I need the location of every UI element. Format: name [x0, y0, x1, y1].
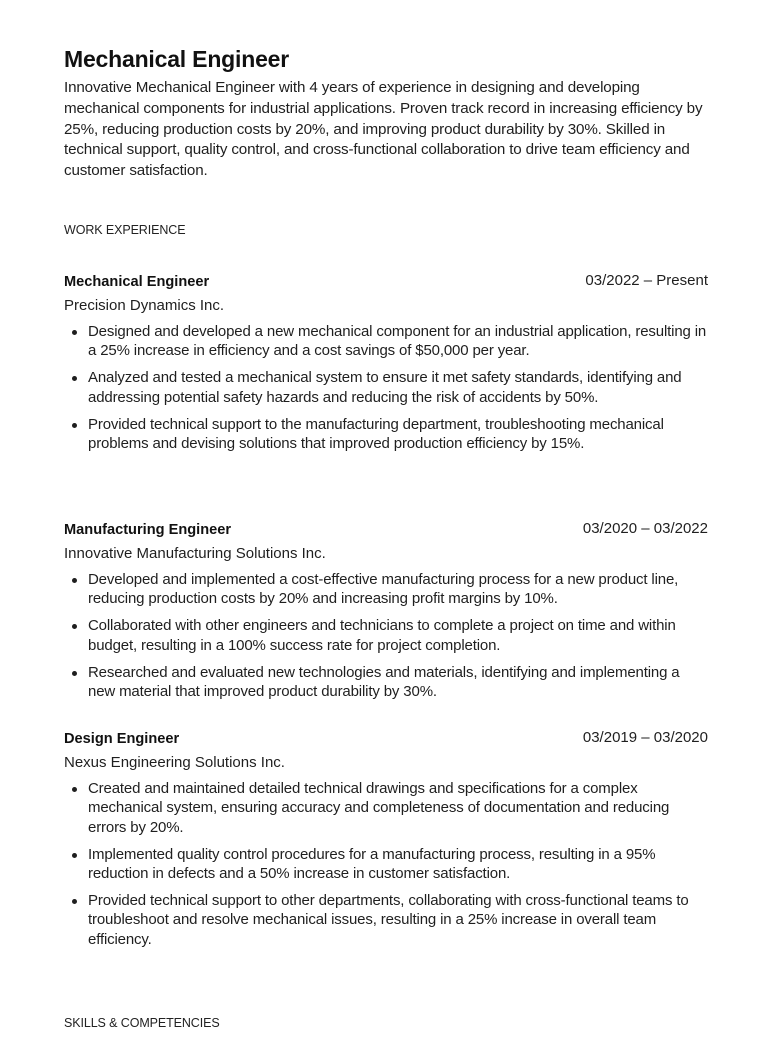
bullet-item: Researched and evaluated new technologies and materials, identifying and implementing a new material that improved product durability by 30%. [64, 663, 708, 702]
company-name: Nexus Engineering Solutions Inc. [64, 754, 285, 771]
job-entry [64, 272, 708, 461]
job-title: Design Engineer [64, 731, 180, 747]
job-title: Mechanical Engineer [64, 274, 210, 290]
company-name: Innovative Manufacturing Solutions Inc. [64, 545, 326, 562]
job-dates: 03/2022 – Present [585, 272, 708, 289]
bullet-item: Provided technical support to the manufacturing department, troubleshooting mechanical problems and devising solutions that improved production efficiency by 15%. [64, 415, 708, 454]
bullet-item: Created and maintained detailed technical drawings and specifications for a complex mechanical system, ensuring accuracy and completeness of documentation and reducing errors by 20%. [64, 779, 708, 837]
bullet-item: Developed and implemented a cost-effective manufacturing process for a new product line, reducing production costs by 20% and increasing profit margins by 10%. [64, 570, 708, 609]
job-title: Manufacturing Engineer [64, 522, 232, 538]
professional-summary: Innovative Mechanical Engineer with 4 years of experience in designing and developing mechanical components for industrial applications. Proven track record in increasing efficiency by 25%, reducing production costs by 20%, and improving product durability by 30%. Skilled in technical support, quality control, and cross-functional collaboration to drive team efficiency and customer satisfaction. [64, 79, 703, 180]
job-bullets [64, 322, 708, 453]
bullet-item: Designed and developed a new mechanical component for an industrial application, resulting in a 25% increase in efficiency and a cost savings of $50,000 per year. [64, 322, 708, 361]
section-heading-work-experience: WORK EXPERIENCE [64, 223, 186, 237]
bullet-item: Collaborated with other engineers and technicians to complete a project on time and within budget, resulting in a 100% success rate for project completion. [64, 616, 708, 655]
job-bullets [64, 779, 708, 949]
bullet-item: Provided technical support to other departments, collaborating with cross-functional teams to troubleshoot and resolve mechanical issues, resulting in a 25% increase in overall team efficiency. [64, 891, 708, 949]
company-name: Precision Dynamics Inc. [64, 297, 225, 314]
job-entry [64, 520, 708, 709]
job-bullets [64, 570, 708, 701]
job-entry [64, 729, 708, 957]
resume-title: Mechanical Engineer [64, 46, 289, 72]
bullet-item: Analyzed and tested a mechanical system to ensure it met safety standards, identifying and addressing potential safety hazards and reducing the risk of accidents by 50%. [64, 368, 708, 407]
section-heading-skills: SKILLS & COMPETENCIES [64, 1016, 220, 1030]
job-dates: 03/2019 – 03/2020 [582, 729, 708, 746]
bullet-item: Implemented quality control procedures for a manufacturing process, resulting in a 95% reduction in defects and a 50% increase in customer satisfaction. [64, 845, 708, 884]
job-dates: 03/2020 – 03/2022 [582, 520, 708, 537]
